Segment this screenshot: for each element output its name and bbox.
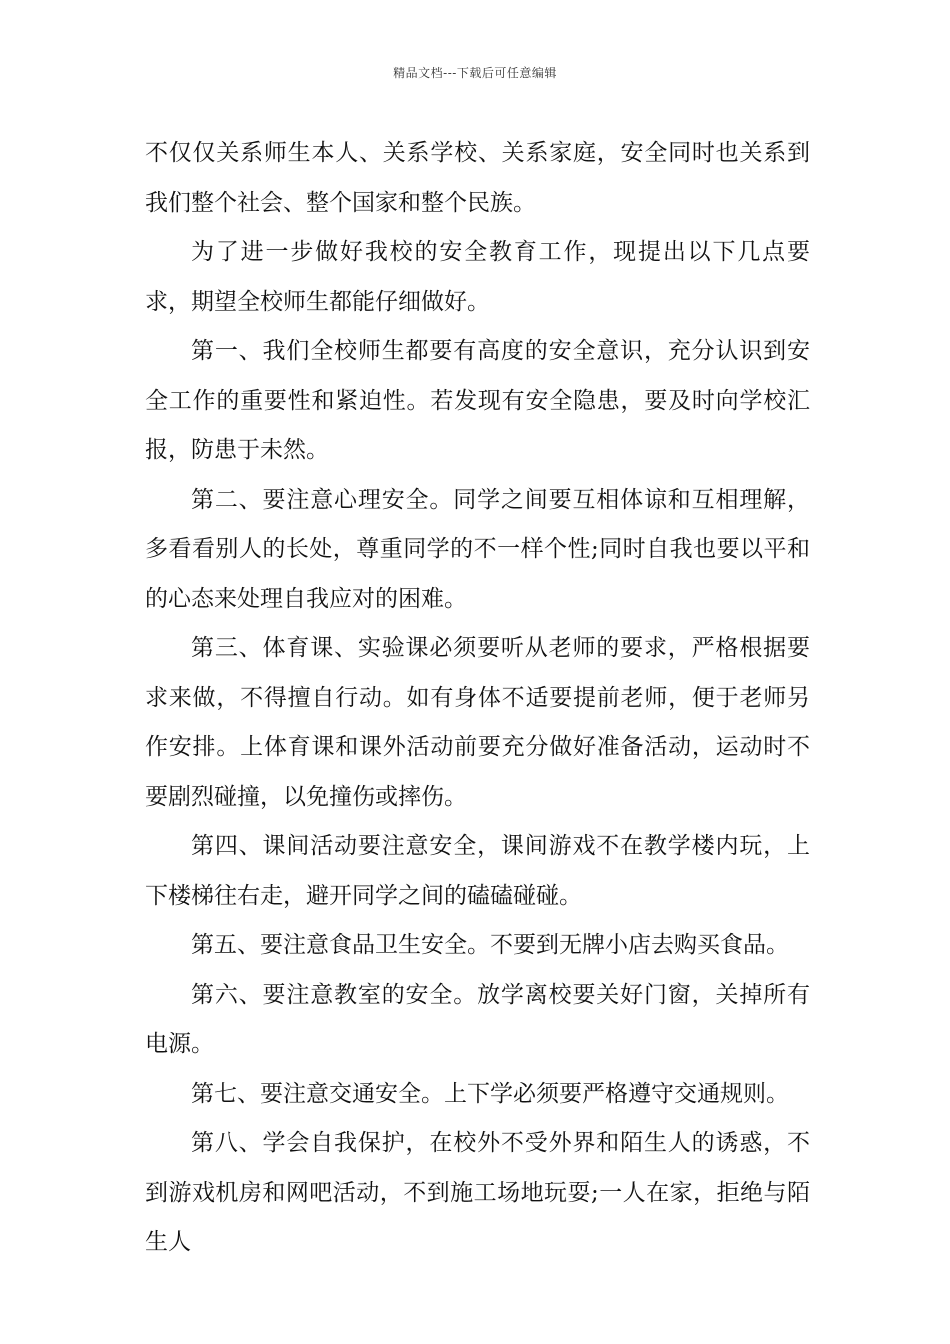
paragraph-item-7: 第七、要注意交通安全。上下学必须要严格遵守交通规则。	[191, 1080, 789, 1107]
paragraph-item-3: 第三、体育课、实验课必须要听从老师的要求，严格根据要求来做，不得擅自行动。如有身体不适要提前老师，便于老师另作安排。上体育课和课外活动前要充分做好准备活动，运动时不要剧烈碰撞，以免撞伤或摔伤。	[145, 635, 810, 810]
paragraph-item-2: 第二、要注意心理安全。同学之间要互相体谅和互相理解，多看看别人的长处，尊重同学的不一样个性;同时自我也要以平和的心态来处理自我应对的困难。	[145, 486, 810, 612]
paragraph-item-6: 第六、要注意教室的安全。放学离校要关好门窗，关掉所有电源。	[145, 981, 810, 1057]
paragraph-continuation: 不仅仅关系师生本人、关系学校、关系家庭，安全同时也关系到我们整个社会、整个国家和整个民族。	[145, 140, 810, 216]
paragraph-item-1: 第一、我们全校师生都要有高度的安全意识，充分认识到安全工作的重要性和紧迫性。若发现有安全隐患，要及时向学校汇报，防患于未然。	[145, 338, 810, 463]
paragraph-item-5: 第五、要注意食品卫生安全。不要到无牌小店去购买食品。	[191, 932, 789, 958]
paragraph-item-8: 第八、学会自我保护，在校外不受外界和陌生人的诱惑，不到游戏机房和网吧活动，不到施工场地玩耍;一人在家，拒绝与陌生人	[145, 1130, 810, 1255]
document-body	[145, 129, 810, 1268]
page-header: 精品文档---下载后可任意编辑	[393, 66, 557, 80]
paragraph-item-4: 第四、课间活动要注意安全，课间游戏不在教学楼内玩，上下楼梯往右走，避开同学之间的磕磕碰碰。	[145, 833, 810, 909]
paragraph-intro-requirements: 为了进一步做好我校的安全教育工作，现提出以下几点要求，期望全校师生都能仔细做好。	[145, 239, 810, 315]
